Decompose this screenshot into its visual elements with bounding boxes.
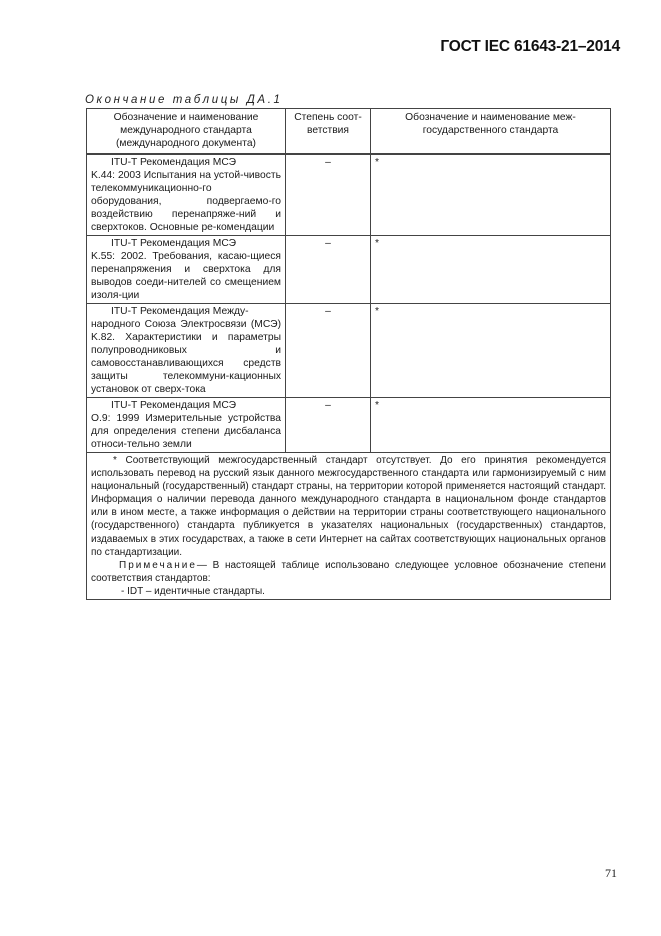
international-standard-cell: ITU-T Рекомендация Между- народного Союза Электросвязи (МСЭ) K.82. Характеристики и параметры полупроводниковых и самовосстанавливающихся средств защиты телекоммуни-кационных установок от сверх-тока	[87, 304, 286, 398]
note-paragraph	[91, 559, 606, 585]
document-header-title: ГОСТ IEC 61643-21–2014	[440, 38, 620, 55]
table-row	[87, 154, 611, 236]
column-header-international-standard: Обозначение и наименование международного стандарта (международного документа)	[87, 109, 286, 155]
interstate-standard-cell: *	[371, 236, 611, 304]
footnote-row	[87, 453, 611, 600]
interstate-standard-cell: *	[371, 398, 611, 453]
standards-table	[86, 108, 611, 600]
footnote-text: * Соответствующий межгосударственный стандарт отсутствует. До его принятия рекомендуется использовать перевод на русский язык данного межгосударственного стандарта или гармонизируемый с ним национальный (государственный) стандарт страны, на территории которой применяется настоящий стандарт. Информация о наличии перевода данного международного стандарта в национальном фонде стандартов или в ином месте, а также информация о действии на территории страны соответствующего национального (государственного) стандарта публикуется в указателях национальных (государственных) стандартов, издаваемых в этих государствах, а также в сети Интернет на сайтах соответствующих национальных органов по стандартизации.	[91, 455, 606, 558]
table-header-row	[87, 109, 611, 155]
page-number: 71	[605, 866, 617, 880]
international-standard-cell: ITU-T Рекомендация МСЭ K.55: 2002. Требования, касаю-щиеся перенапряжения и сверхтока для выводов соеди-нителей со смещением изоля-ции	[87, 236, 286, 304]
note-label: Примечание	[119, 559, 197, 571]
note-list-item: - IDT – идентичные стандарты.	[121, 585, 265, 597]
table-row	[87, 304, 611, 398]
table-row	[87, 236, 611, 304]
column-header-interstate-standard: Обозначение и наименование меж-государственного стандарта	[371, 109, 611, 155]
table-row	[87, 398, 611, 453]
international-standard-cell: ITU-T Рекомендация МСЭ K.44: 2003 Испытания на устой-чивость телекоммуникационно-го оборудования, подвергаемо-го воздействию перенапряже-ний и сверхтоков. Основные ре-комендации	[87, 154, 286, 236]
column-header-degree-of-conformity: Степень соот-ветствия	[286, 109, 371, 155]
footnote-cell	[87, 453, 611, 600]
international-standard-cell: ITU-T Рекомендация МСЭ O.9: 1999 Измерительные устройства для определения степени дисбаланса относи-тельно земли	[87, 398, 286, 453]
degree-cell: –	[286, 304, 371, 398]
interstate-standard-cell: *	[371, 304, 611, 398]
degree-cell: –	[286, 154, 371, 236]
degree-cell: –	[286, 398, 371, 453]
note-text: — В настоящей таблице использовано следующее условное обозначение степени соответствия стандартов:	[91, 559, 606, 584]
interstate-standard-cell: *	[371, 154, 611, 236]
table-caption: Окончание таблицы ДА.1	[85, 94, 283, 106]
degree-cell: –	[286, 236, 371, 304]
